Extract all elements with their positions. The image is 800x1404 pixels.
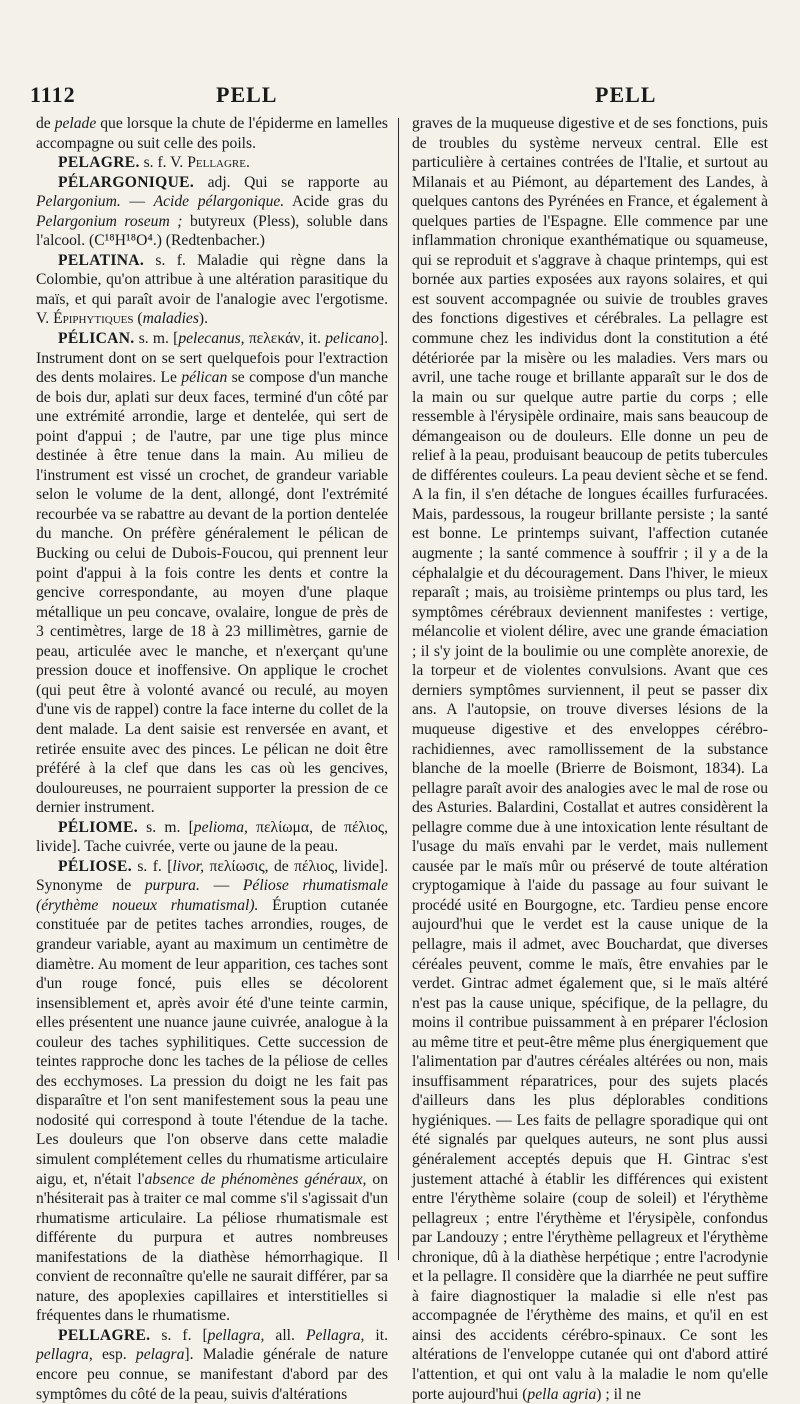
entry-text: Pellagre. [187,154,250,172]
entry-text: que lorsque la chute de l'épiderme en lamelles accompagne ou suit celle des poils. [36,115,388,152]
entry-text: ]. Maladie générale de nature encore peu connue, se manifestant d'abord par des symptômes du côté de la peau, suivis d'altérations [36,1346,389,1403]
entry-text: s. m. [ [137,818,194,836]
right-column [412,114,768,1404]
entry-headword: PÉLICAN. [58,330,135,348]
entry-text: Acide pélargonique. [153,193,285,211]
entry-text: — [120,193,154,211]
page-number: 1112 [30,82,76,107]
entry-text: Éruption cutanée constituée par de petites taches arrondies, rouges, de grandeur variable, ayant au maximum un centimètre de diamètre. Au moment de leur apparition, ces taches sont d'un rouge foncé, puis elles se décolorent insensiblement et, après avoir été d'une teinte carmin, elles présentent une nuance jaune cuivrée, analogue à la couleur des taches syphilitiques. Cette succession de teintes rapproche donc les taches de la péliose de celles des ecchymoses. La pression du doigt ne les fait pas disparaître et l'on sent manifestement sous la peau une nodosité qui correspond à toute l'étendue de la tache. Les douleurs que l'on observe dans cette maladie simulent complétement celles du rhumatisme articulaire aigu, et, n'était l' [36,896,388,1188]
entry-text: πελίωμα, de πέλιος, livide]. Tache cuivrée, verte ou jaune de la peau. [36,818,388,856]
entry-headword: PELLAGRE. [58,1326,151,1344]
entry-text: pelade [54,115,97,132]
entry-headword: PÉLIOME. [58,818,138,836]
entry-headword: PÉLIOSE. [58,857,132,875]
dictionary-entry [412,114,768,1404]
entry-text: Pellagra, [305,1326,365,1344]
entry-text: ) ; il ne [596,1385,641,1403]
entry-text: graves de la muqueuse digestive et de ses fonctions, puis de troubles du système nerveux central. Elle est particulière à certaines contrées de l'Italie, et surtout au Milanais et au Piémont, au département des Landes, à quelques cantons des Pyrénées en France, et également à quelques parties de l'Espagne. Elle commence par une inflammation chronique exanthématique ou squameuse, qui se reproduit et s'aggrave à chaque printemps, qui est bornée aux parties exposées aux rayons solaires, et qui est souvent accompagnée ou suivie de troubles graves des fonctions digestives et cérébrales. La pellagre est commune chez les individus dont la constitution a été détériorée par la misère ou les maladies. Vers mars ou avril, une tache rouge et brillante apparaît sur le dos de la main ou sur quelque autre partie du corps ; elle ressemble à l'érysipèle ordinaire, mais sans beaucoup de démangeaison ou de douleurs. Elle donne un peu de relief à la peau, produisant beaucoup de petits tubercules de différentes couleurs. La peau devient sèche et se fend. A la fin, il s'en détache de longues écailles furfuracées. Mais, pardessous, la rougeur brillante persiste ; la santé est bonne. Le printemps suivant, l'affection cutanée augmente ; la santé commence à souffrir ; il y a de la céphalalgie et du découragement. Dans l'hiver, le mieux reparaît ; mais, au troisième printemps ou plus tard, les symptômes cérébraux deviennent manifestes : vertige, mélancolie et violent délire, avec une grande émaciation ; il s'y joint de la boulimie ou une complète anorexie, de la torpeur et de violentes convulsions. Avant que ces derniers symptômes surviennent, il peut se passer dix ans. A l'autopsie, on trouve diverses lésions de la muqueuse digestive et des enveloppes cérébro-rachidiennes, avec ramollissement de la substance blanche de la moelle (Brierre de Boismont, 1834). La pellagre paraît avoir des analogies avec le mal de rose ou des Asturies. Balardini, Costallat et autres considèrent la pellagre comme due à une intoxication lente résultant de l'usage du maïs envahi par le verdet, mais nullement causée par le maïs mûr ou préservé de toute altération cryptogamique à l'aide du passage au four suivant le procédé usité en Bourgogne, etc. Tardieu pense encore aujourd'hui que le verdet est la cause unique de la pellagre, mais il admet, avec Bouchardat, que diverses céréales peuvent, comme le maïs, être envahies par le verdet. Gintrac admet également que, si le maïs altéré n'est pas la cause unique, spécifique, de la pellagre, du moins il contribue puissamment à en préparer l'éclosion au même titre et peut-être même plus énergiquement que l'alimentation par d'autres céréales altérées ou non, mais insuffisamment réparatrices, pour des sujets placés d'ailleurs dans les plus déplorables conditions hygiéniques. — Les faits de pellagre sporadique qui ont été signalés par quelques auteurs, ne sont plus aussi généralement acceptés depuis que H. Gintrac s'est justement attaché à établir les différences qui existent entre l'érythème solaire (coup de soleil) et l'érythème pellagreux ; entre l'érythème et l'érysipèle, confondus par Landouzy ; entre l'érythème pellagreux et l'érythème chronique, dû à la diathèse herpétique ; entre l'acrodynie et la pellagre. Il considère que la diarrhée ne peut suffire à faire diagnostiquer la maladie si elle n'est pas accompagnée de l'érythème des mains, et qu'il en est ainsi des accidents cérébro-spinaux. Ce sont les altérations de l'enveloppe cutanée qui ont d'abord attiré l'attention, et qui ont valu à la maladie le nom qu'elle porte aujourd'hui ( [412,115,768,1403]
entry-text: — [199,877,243,895]
running-head-left: PELL [216,82,278,107]
entry-text: maladies [142,310,199,328]
entry-text: Épiphytiques [53,310,134,328]
entry-text: ]. Instrument dont on se sert quelquefois pour l'extraction des dents molaires. Le [36,330,388,387]
entry-text: s. f. V. [139,154,188,172]
entry-text: Pelargonium roseum ; [36,212,183,230]
entry-text: pelagra [135,1346,185,1364]
entry-text: pélican [181,369,228,387]
entry-text: esp. [92,1346,136,1364]
running-head-right: PELL [595,82,657,107]
dictionary-entry [36,818,388,857]
entry-text: s. m. [ [134,330,179,348]
entry-text: ). [198,310,208,328]
entry-text: s. f. [ [150,1326,208,1344]
entry-text: Pelargonium. [36,193,121,211]
dictionary-entry [36,153,388,173]
entry-text: Péliose rhumatismale (érythème noueux rhumatismal). [36,877,388,914]
entry-text: se compose d'un manche de bois dur, aplati sur deux faces, terminé d'un côté par une extrémité arrondie, large et dentelée, qui sert de point d'appui ; de l'autre, par une tige plus mince destinée à être tenue dans la main. Au milieu de l'instrument est vissé un crochet, de grandeur variable selon le volume de la dent, allongé, dont l'extrémité recourbée va se rabattre au devant de la portion dentelée du manche. On préfère généralement le pélican de Bucking ou celui de Dubois-Foucou, qui prennent leur point d'appui à la fois contre les dents et contre la gencive correspondante, au moyen d'une plaque métallique un peu concave, ovalaire, longue de près de 3 centimètres, large de 18 à 23 millimètres, garnie de peau, articulée avec le manche, et n'exerçant qu'une pression douce et inoffensive. On applique le crochet (qui peut être à volonté avancé ou reculé, au moyen d'une vis de rappel) contre la face interne du collet de la dent malade. La dent saisie est renversée en avant, et retirée ensuite avec des pinces. Le pélican ne doit être préféré à la clef que dans les cas où les gencives, douloureuses, ne pourraient supporter la pression de ce dernier instrument. [36,369,389,817]
entry-text: πελεκάν, it. [244,330,326,348]
dictionary-entry [36,173,388,251]
entry-text: s. f. [ [131,857,173,875]
entry-text: s. f. Maladie qui règne dans la Colombie, qu'on attribue à une altération parasitique du maïs, et qui paraît avoir de l'analogie avec l'ergotisme. V. [36,251,388,328]
left-column [36,114,388,1404]
entry-text: butyreux (Pless), soluble dans l'alcool. (C¹⁸H¹⁸O⁴.) (Redtenbacher.) [36,212,388,250]
entry-text: πελίωσις, de πέλιος, livide]. Synonyme de [36,857,388,895]
entry-text: it. [364,1326,388,1344]
entry-text: de [36,115,55,132]
dictionary-entry [36,1326,388,1404]
entry-text: pellagra, [36,1346,93,1364]
entry-text: pella agria [527,1385,597,1403]
running-header [30,82,780,112]
dictionary-entry [36,251,388,329]
entry-text: ( [133,310,143,328]
entry-text: pelicano [325,330,379,348]
entry-text: pelioma, [193,818,248,836]
entry-text: Acide gras du [284,193,388,211]
entry-text: pelecanus, [178,330,245,348]
entry-text: absence de phénomènes généraux, [144,1170,367,1188]
entry-text: adj. Qui se rapporte au [194,173,388,191]
entry-headword: PELAGRE. [58,154,140,172]
entry-headword: PELATINA. [58,251,145,269]
entry-text: purpura. [144,877,200,895]
dictionary-entry [36,329,388,818]
entry-text: all. [264,1326,306,1344]
dictionary-entry [36,857,388,1326]
entry-text: on n'hésiterait pas à traiter ce mal comme s'il s'agissait d'un rhumatisme articulaire. La péliose rhumatismale est différente du purpura et autres nombreuses manifestations de la diathèse hémorrhagique. Il convient de reconnaître qu'elle ne saurait différer, par sa nature, des apoplexies capillaires et interstitielles si fréquentes dans le rhumatisme. [36,1170,388,1325]
entry-text: livor, [172,857,205,875]
dictionary-entry [36,114,388,153]
entry-text: pellagra, [207,1326,265,1344]
column-divider [398,118,399,1260]
entry-headword: PÉLARGONIQUE. [58,173,195,191]
